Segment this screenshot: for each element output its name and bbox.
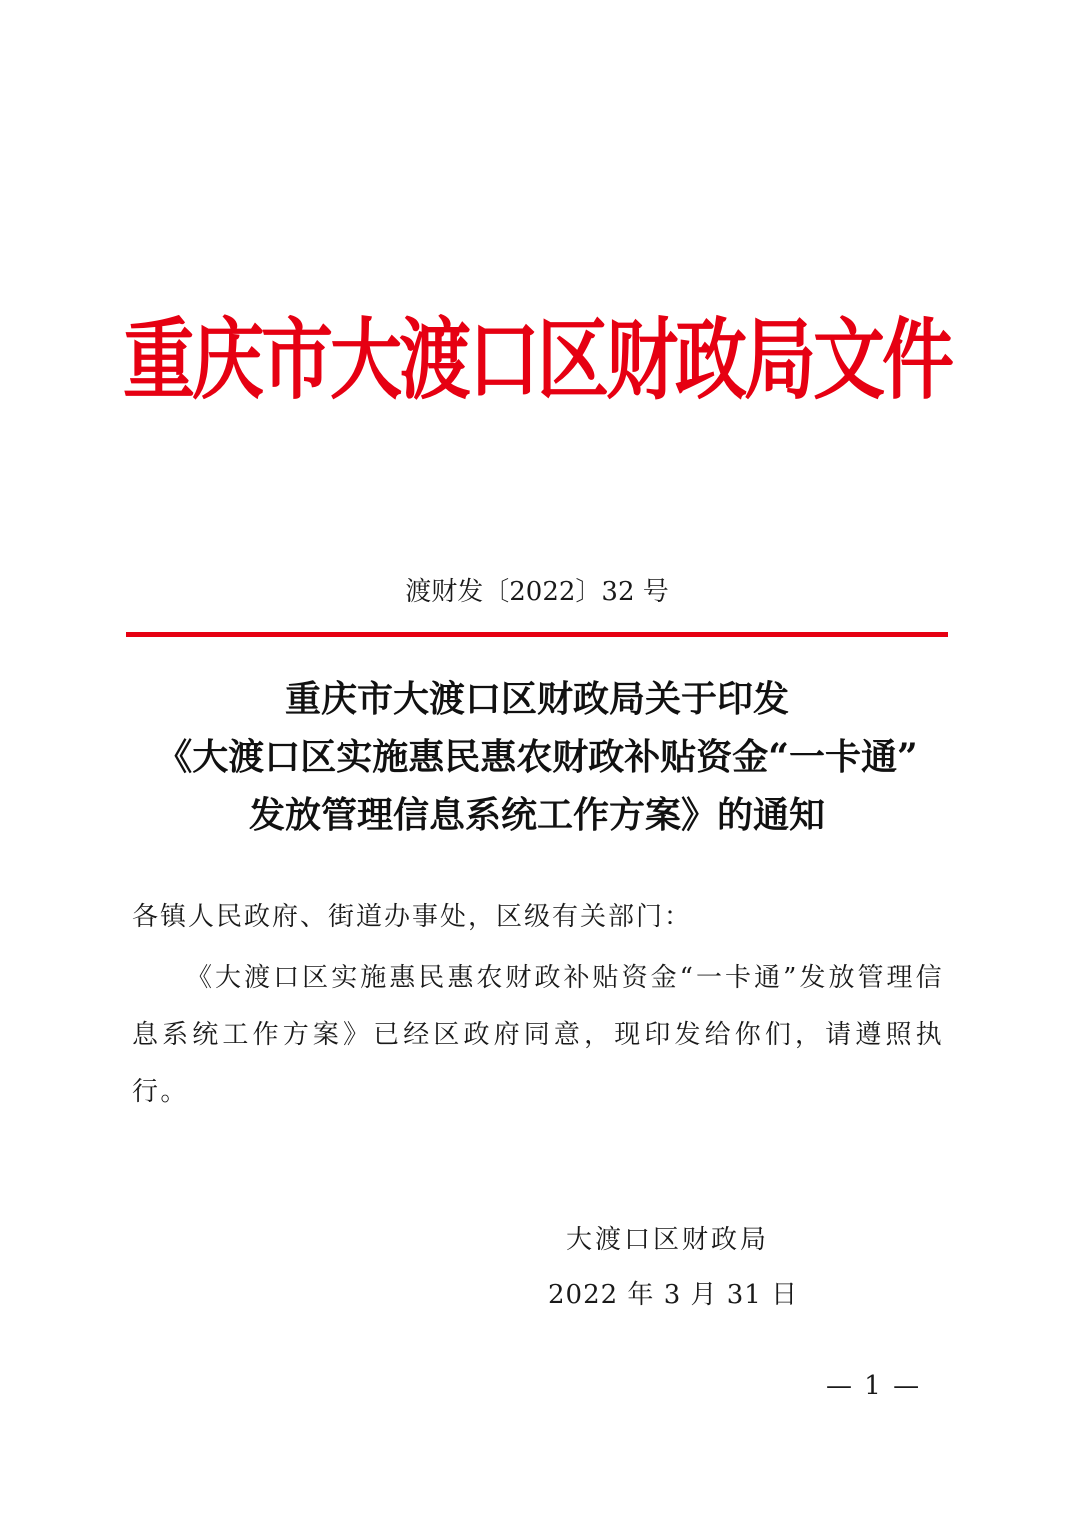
issue-date: 2022 年 3 月 31 日 [548,1280,799,1310]
notice-title [100,670,974,844]
body-paragraph: 《大渡口区实施惠民惠农财政补贴资金“一卡通”发放管理信息系统工作方案》已经区政府同意，现印发给你们，请遵照执行。 [132,963,944,1107]
red-divider-rule [126,632,948,637]
notice-title-line-3: 发放管理信息系统工作方案》的通知 [248,794,825,836]
masthead-title: 重庆市大渡口区财政局文件 [122,308,951,412]
issuer-signature: 大渡口区财政局 [566,1225,770,1255]
notice-title-line-1: 重庆市大渡口区财政局关于印发 [284,678,789,720]
page-number: — 1 — [826,1371,922,1401]
document-number: 渡财发〔2022〕32 号 [405,577,669,607]
notice-title-line-2: 《大渡口区实施惠民惠农财政补贴资金“一卡通” [156,736,918,778]
salutation: 各镇人民政府、街道办事处，区级有关部门： [132,902,693,932]
